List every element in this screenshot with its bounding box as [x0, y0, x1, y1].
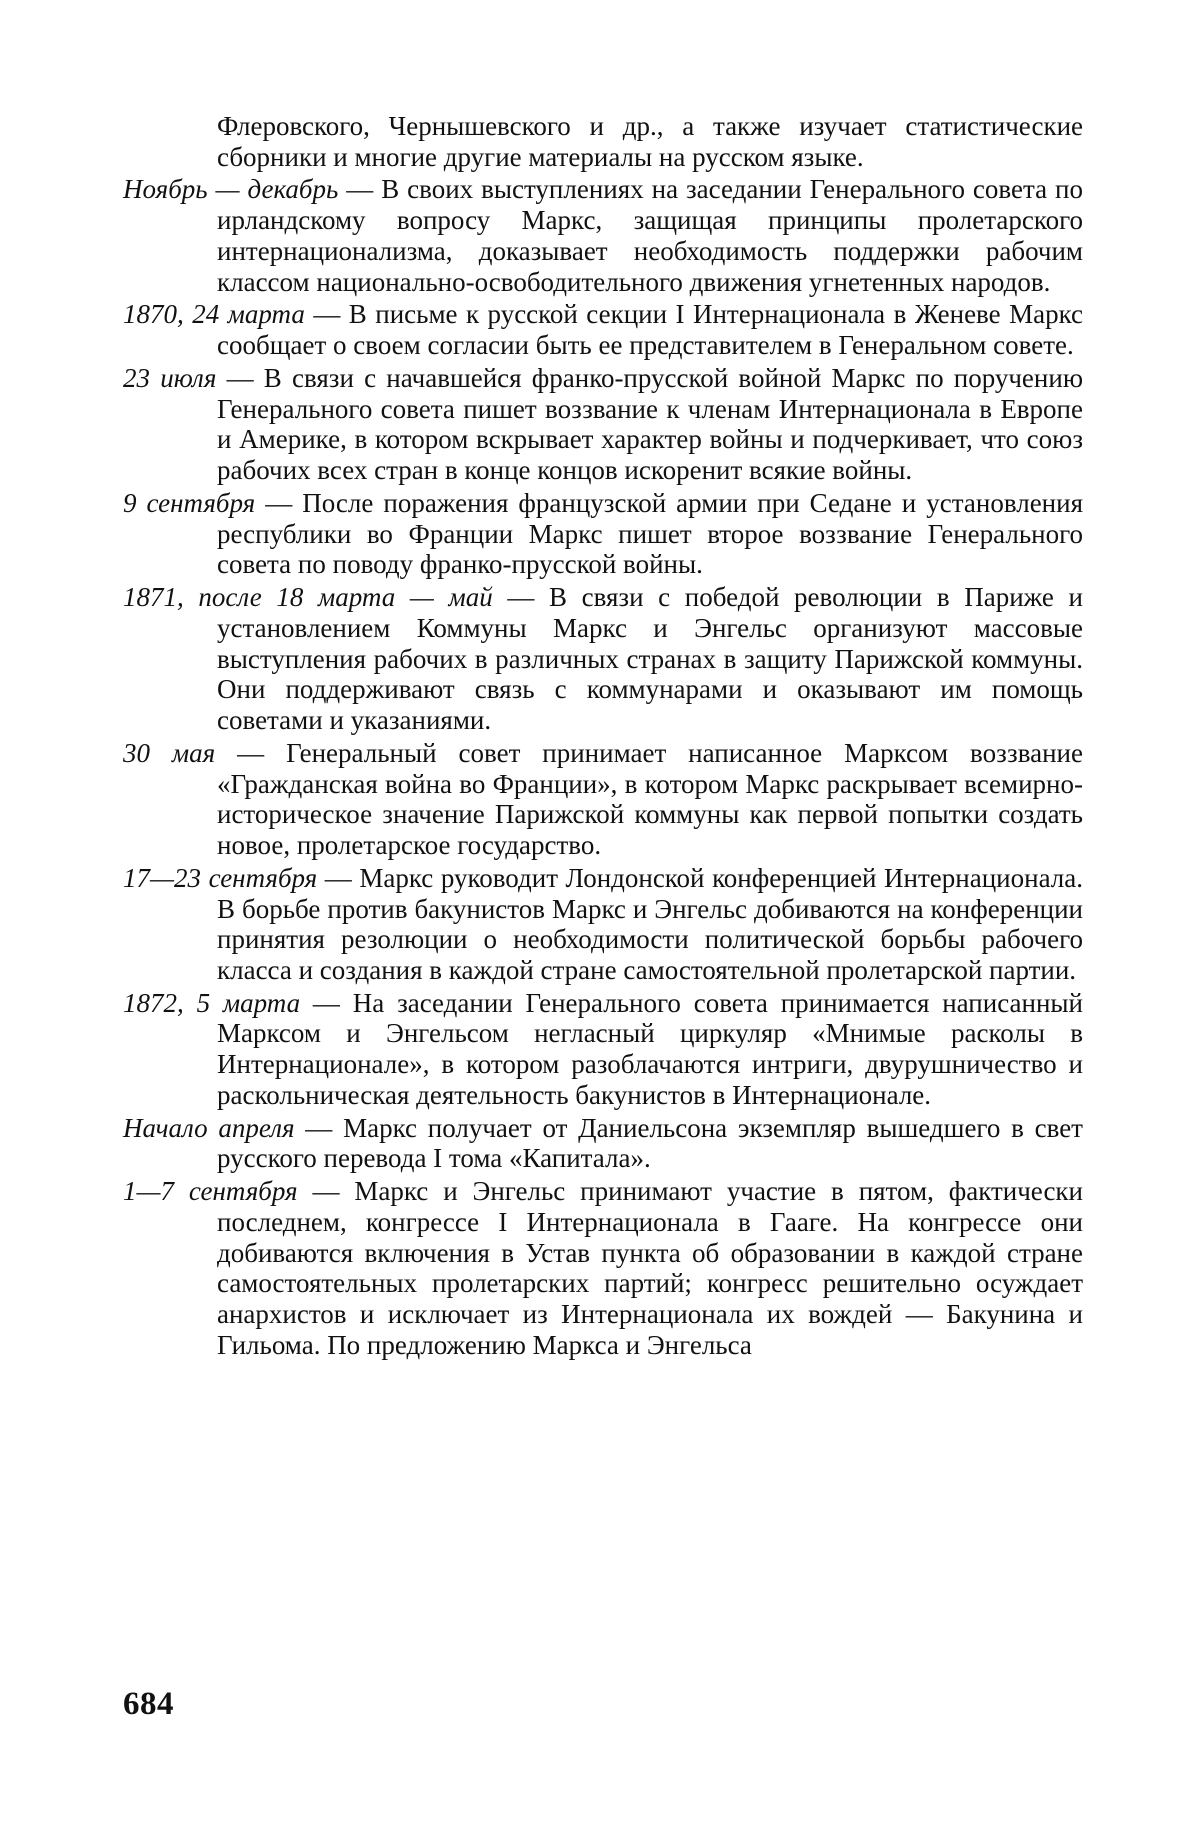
- entry-text: — В связи с начавшейся франко-прусской войной Маркс по поручению Генерального совета пишет воззвание к членам Интернационала в Европе и Америке, в котором вскрывает характер войны и подчеркивает, что союз рабочих всех стран в конце концов искоренит всякие войны.: [216, 362, 1083, 486]
- entry-date: 23 июля: [123, 362, 217, 393]
- chronology-entry: [123, 988, 1083, 1111]
- entry-date: 1872, 5 марта: [123, 987, 301, 1018]
- entry-date: 17—23 сентября: [123, 862, 318, 893]
- entry-text: — Маркс и Энгельс принимают участие в пятом, фактически последнем, конгрессе I Интернационала в Гааге. На конгрессе они добиваются включения в Устав пункта об образовании в каждой стране самостоятельных пролетарских партий; конгресс решительно осуждает анархистов и исключает из Интернационала их вождей — Бакунина и Гильома. По предложению Маркса и Энгельса: [217, 1176, 1083, 1361]
- entry-date: 30 мая: [123, 737, 216, 768]
- chronology-entry: [123, 582, 1083, 736]
- entry-text: — Генеральный совет принимает написанное Марксом воззвание «Гражданская война во Франции», в котором Маркс раскрывает всемирно-историческое значение Парижской коммуны как первой попытки создать новое, пролетарское государство.: [215, 737, 1083, 861]
- entry-text: — Маркс руководит Лондонской конференцией Интернационала. В борьбе против бакунистов Маркс и Энгельс добиваются на конференции принятия резолюции о необходимости политической борьбы рабочего класса и создания в каждой стране самостоятельной пролетарской партии.: [217, 862, 1084, 986]
- entry-date: 1—7 сентября: [123, 1176, 298, 1207]
- entry-text: — В своих выступлениях на заседании Генерального совета по ирландскому вопросу Маркс, защищая принципы пролетарского интернационализма, доказывает необходимость поддержки рабочим классом национально-освободительного движения угнетенных народов.: [217, 174, 1083, 297]
- page-number: 684: [123, 1686, 174, 1722]
- chronology-entry-continuation: [123, 111, 1083, 173]
- chronology-text: [123, 111, 1083, 1363]
- entry-date: 1871, после 18 марта — май: [123, 581, 493, 612]
- chronology-entry: [123, 299, 1083, 361]
- chronology-entry: [123, 363, 1083, 486]
- entry-date: 9 сентября: [123, 487, 256, 518]
- entry-date: Начало апреля: [123, 1112, 295, 1143]
- entry-text: — В письме к русской секции I Интернационала в Женеве Маркс сообщает о своем согласии быть ее представителем в Генеральном совете.: [217, 299, 1084, 361]
- chronology-entry: [123, 488, 1083, 580]
- chronology-entry: [123, 738, 1083, 861]
- entry-date: 1870, 24 марта: [123, 299, 305, 330]
- entry-text: — В связи с победой революции в Париже и установлением Коммуны Маркс и Энгельс организуют массовые выступления рабочих в различных странах в защиту Парижской коммуны. Они поддерживают связь с коммунарами и оказывают им помощь советами и указаниями.: [217, 581, 1083, 736]
- entry-text: — Маркс получает от Даниельсона экземпляр вышедшего в свет русского перевода I тома «Капитала».: [217, 1112, 1083, 1174]
- entry-date: Ноябрь — декабрь: [123, 174, 339, 205]
- chronology-entry: [123, 1176, 1083, 1361]
- chronology-entry: [123, 174, 1083, 297]
- chronology-entry: [123, 863, 1083, 986]
- entry-text: — После поражения французской армии при Седане и установления республики во Франции Маркс пишет второе воззвание Генерального совета по поводу франко-прусской войны.: [217, 487, 1083, 580]
- chronology-entry: [123, 1113, 1083, 1175]
- entry-text: Флеровского, Чернышевского и др., а также изучает статистические сборники и многие другие материалы на русском языке.: [217, 111, 1083, 172]
- entry-text: — На заседании Генерального совета принимается написанный Марксом и Энгельсом негласный циркуляр «Мнимые расколы в Интернационале», в котором разоблачаются интриги, двурушничество и раскольническая деятельность бакунистов в Интернационале.: [217, 987, 1083, 1111]
